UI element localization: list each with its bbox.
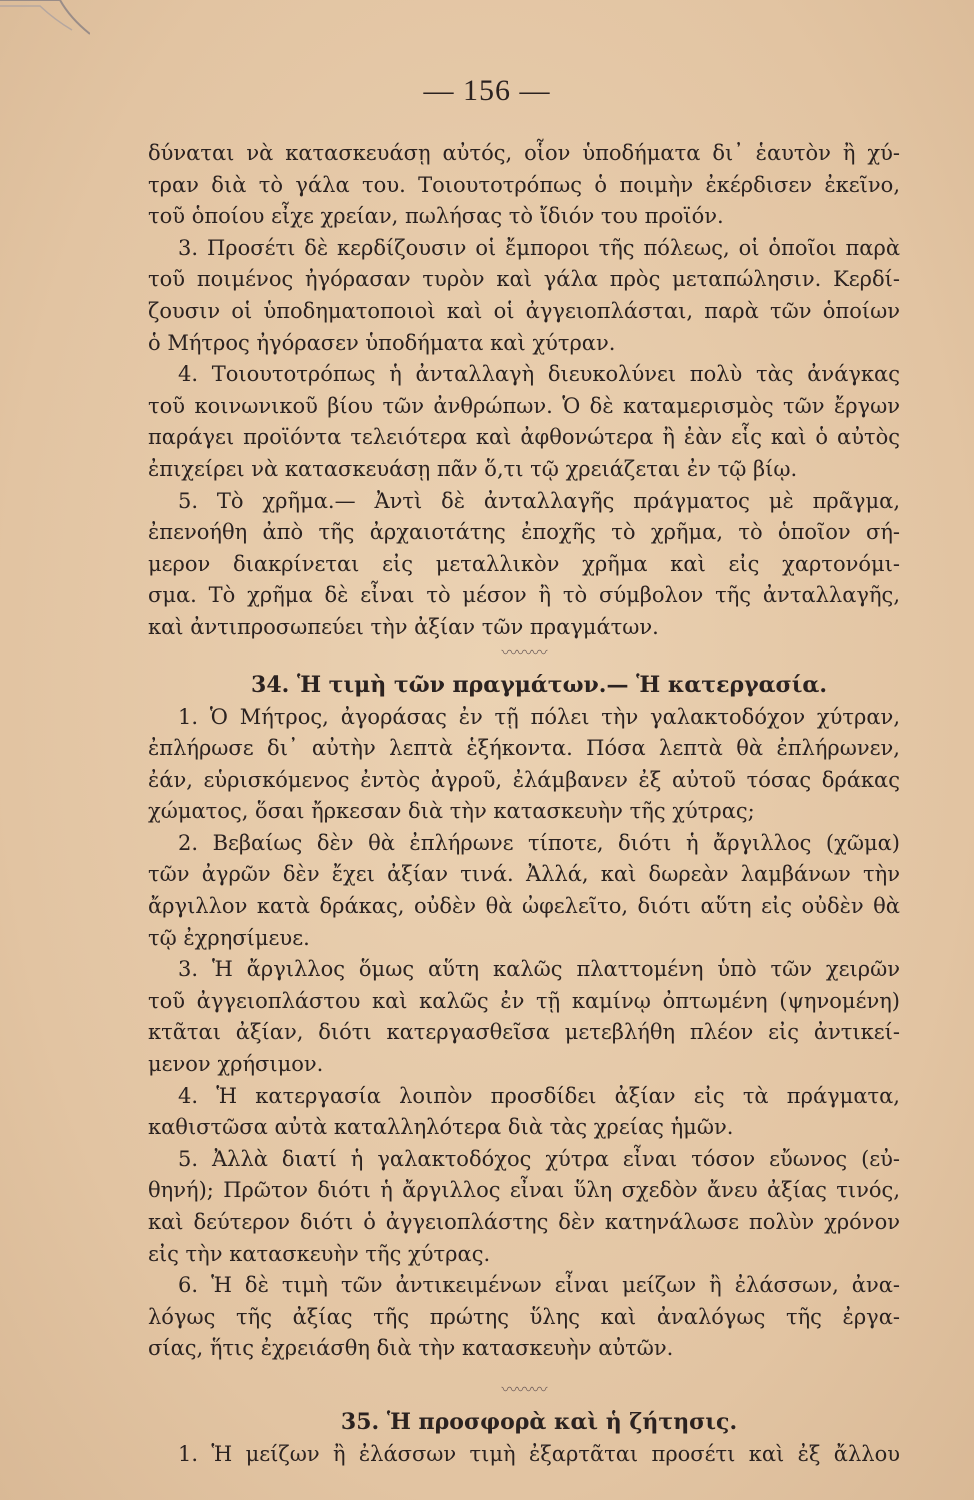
paragraphs-part-a — [148, 138, 900, 644]
text-line: μενον χρήσιμον. — [148, 1052, 324, 1077]
text-line: ἐπενοήθη ἀπὸ τῆς ἀρχαιοτάτης ἐποχῆς τὸ χρῆμα, τὸ ὁποῖον σή- — [148, 520, 900, 545]
text-line: 1. Ὁ Μήτρος, ἀγοράσας ἐν τῇ πόλει τὴν γαλακτοδόχον χύτραν, — [178, 704, 900, 729]
page-number: — 156 — — [423, 74, 551, 107]
text-line: καθιστῶσα αὐτὰ καταλληλότερα διὰ τὰς χρείας ἡμῶν. — [148, 1115, 734, 1140]
text-line: 6. Ἡ δὲ τιμὴ τῶν ἀντικειμένων εἶναι μείζων ἢ ἐλάσσων, ἀνα- — [178, 1273, 900, 1298]
section-ornament: 〰〰〰 — [501, 642, 547, 662]
text-line: χώματος, ὅσαι ἤρκεσαν διὰ τὴν κατασκευὴν τῆς χύτρας; — [148, 799, 755, 824]
text-line: τοῦ ποιμένος ἠγόρασαν τυρὸν καὶ γάλα πρὸς μεταπώλησιν. Κερδί- — [148, 267, 900, 292]
text-line: 1. Ἡ μείζων ἢ ἐλάσσων τιμὴ ἐξαρτᾶται προσέτι καὶ ἐξ ἄλλου — [178, 1441, 900, 1466]
text-line: τοῦ ἀγγειοπλάστου καὶ καλῶς ἐν τῇ καμίνῳ ὀπτωμένη (ψηνομένη) — [148, 988, 900, 1013]
text-line: τραν διὰ τὸ γάλα του. Τοιουτοτρόπως ὁ ποιμὴν ἐκέρδισεν ἐκεῖνο, — [148, 172, 900, 197]
text-line: λόγως τῆς ἀξίας τῆς πρώτης ὕλης καὶ ἀναλόγως τῆς ἐργα- — [148, 1304, 900, 1329]
text-line: δύναται νὰ κατασκευάσῃ αὐτός, οἷον ὑποδήματα δι᾽ ἑαυτὸν ἢ χύ- — [148, 141, 900, 165]
text-line: θηνή); Πρῶτον διότι ἡ ἄργιλλος εἶναι ὕλη σχεδὸν ἄνευ ἀξίας τινός, — [148, 1178, 900, 1203]
text-line: 4. Τοιουτοτρόπως ἡ ἀνταλλαγὴ διευκολύνει πολὺ τὰς ἀνάγκας — [178, 362, 900, 387]
text-line: 5. Ἀλλὰ διατί ἡ γαλακτοδόχος χύτρα εἶναι τόσον εὔωνος (εὐ- — [178, 1146, 900, 1171]
page-corner-fold — [0, 0, 90, 40]
section-heading-35: 35. Ἡ προσφορὰ καὶ ἡ ζήτησις. — [340, 1408, 738, 1435]
text-line: ἐπλήρωσε δι᾽ αὐτὴν λεπτὰ ἑξήκοντα. Πόσα λεπτὰ θὰ ἐπλήρωνεν, — [148, 736, 900, 761]
text-line: σίας, ἥτις ἐχρειάσθη διὰ τὴν κατασκευὴν αὐτῶν. — [148, 1336, 674, 1361]
text-line: εἰς τὴν κατασκευὴν τῆς χύτρας. — [148, 1241, 491, 1266]
text-line: 4. Ἡ κατεργασία λοιπὸν προσδίδει ἀξίαν εἰς τὰ πράγματα, — [178, 1083, 900, 1108]
paragraphs-part-b — [148, 702, 900, 1365]
section-heading-34: 34. Ἡ τιμὴ τῶν πραγμάτων.— Ἡ κατεργασία. — [251, 671, 827, 698]
text-line: ἄργιλλον κατὰ δράκας, οὐδὲν θὰ ὠφελεῖτο, διότι αὕτη εἰς οὐδὲν θὰ — [148, 894, 900, 919]
text-line: ζουσιν οἱ ὑποδηματοποιοὶ καὶ οἱ ἀγγειοπλάσται, παρὰ τῶν ὁποίων — [148, 298, 900, 323]
text-line: τοῦ κοινωνικοῦ βίου τῶν ἀνθρώπων. Ὁ δὲ καταμερισμὸς τῶν ἔργων — [148, 393, 900, 418]
text-line: 3. Προσέτι δὲ κερδίζουσιν οἱ ἔμποροι τῆς πόλεως, οἱ ὁποῖοι παρὰ — [178, 235, 900, 260]
text-line: καὶ ἀντιπροσωπεύει τὴν ἀξίαν τῶν πραγμάτων. — [148, 614, 659, 639]
text-line: 5. Τὸ χρῆμα.— Ἀντὶ δὲ ἀνταλλαγῆς πράγματος μὲ πρᾶγμα, — [178, 488, 900, 513]
text-line: τῷ ἐχρησίμευε. — [148, 925, 310, 950]
page-body — [148, 138, 900, 1471]
text-line: ἐπιχείρει νὰ κατασκευάσῃ πᾶν ὅ,τι τῷ χρειάζεται ἐν τῷ βίῳ. — [148, 456, 798, 481]
section-ornament: 〰〰〰 — [501, 1379, 547, 1399]
text-line: τοῦ ὁποίου εἶχε χρείαν, πωλήσας τὸ ἴδιόν του προϊόν. — [148, 204, 724, 229]
text-line: καὶ δεύτερον διότι ὁ ἀγγειοπλάστης δὲν κατηνάλωσε πολὺν χρόνον — [148, 1210, 900, 1234]
text-line: ἐάν, εὑρισκόμενος ἐντὸς ἀγροῦ, ἐλάμβανεν ἐξ αὐτοῦ τόσας δράκας — [148, 767, 900, 792]
text-line: 3. Ἡ ἄργιλλος ὅμως αὕτη καλῶς πλαττομένη ὑπὸ τῶν χειρῶν — [178, 957, 900, 982]
paragraphs-part-c — [148, 1439, 900, 1471]
text-line: παράγει προϊόντα τελειότερα καὶ ἀφθονώτερα ἢ ἐὰν εἷς καὶ ὁ αὐτὸς — [148, 425, 900, 450]
text-line: κτᾶται ἀξίαν, διότι κατεργασθεῖσα μετεβλήθη πλέον εἰς ἀντικεί- — [148, 1020, 900, 1045]
text-line: 2. Βεβαίως δὲν θὰ ἐπλήρωνε τίποτε, διότι ἡ ἄργιλλος (χῶμα) — [178, 830, 900, 855]
text-line: σμα. Τὸ χρῆμα δὲ εἶναι τὸ μέσον ἢ τὸ σύμβολον τῆς ἀνταλλαγῆς, — [148, 583, 900, 608]
text-line: ὁ Μήτρος ἠγόρασεν ὑποδήματα καὶ χύτραν. — [148, 330, 616, 355]
text-line: τῶν ἀγρῶν δὲν ἔχει ἀξίαν τινά. Ἀλλά, καὶ δωρεὰν λαμβάνων τὴν — [148, 862, 900, 887]
text-line: μερον διακρίνεται εἰς μεταλλικὸν χρῆμα καὶ εἰς χαρτονόμι- — [148, 551, 900, 576]
